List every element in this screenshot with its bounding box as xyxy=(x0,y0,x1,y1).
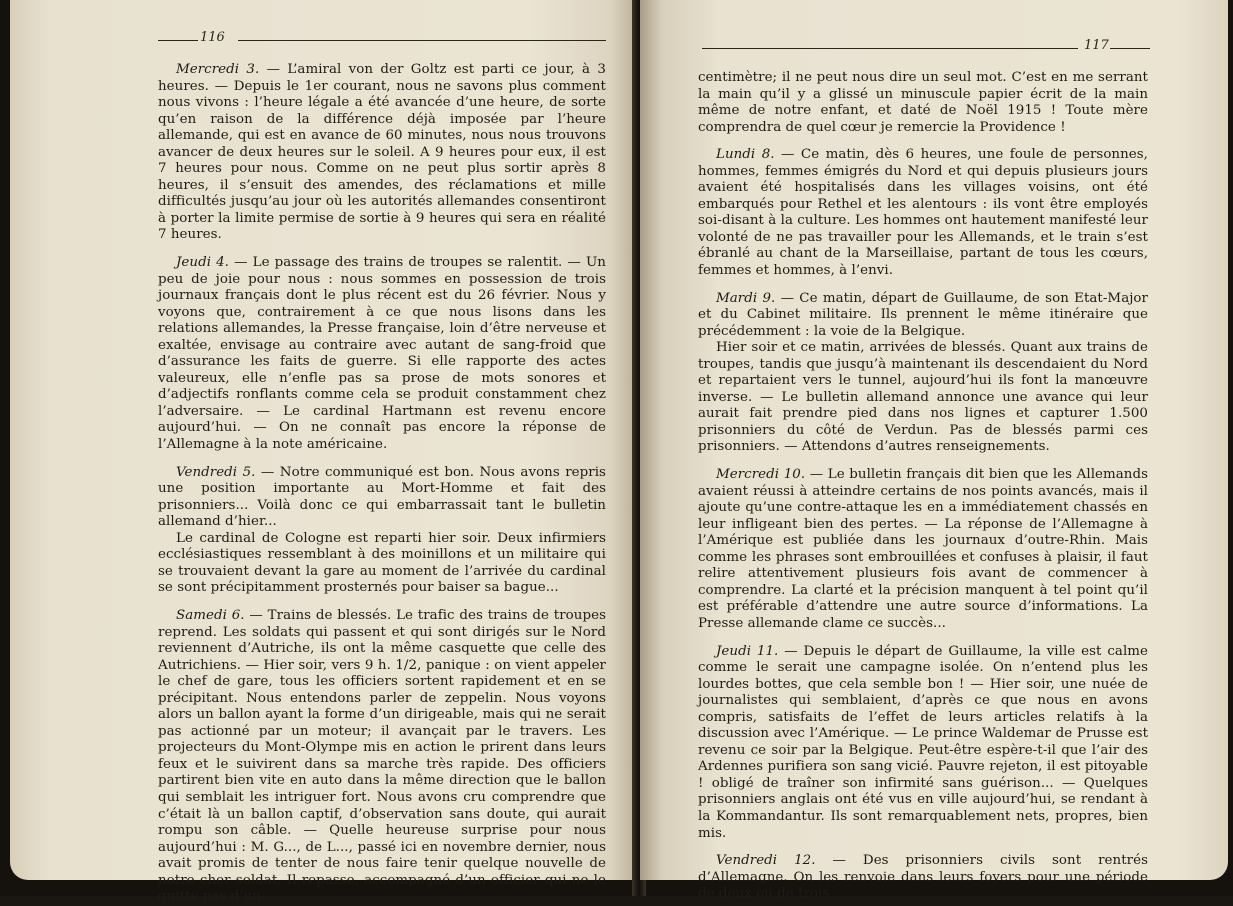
paragraph xyxy=(158,255,606,454)
paragraph xyxy=(698,467,1148,632)
paragraph xyxy=(698,644,1148,843)
entry-text: — Ce matin, dès 6 heures, une foule de personnes, hommes, femmes émigrés du Nord et qui depuis plusieurs jours avaient été hospitalisés dans les villages voisins, ont été embarqués pour Rethel et les alentours : ils vont être employés soi-disant à la culture. Les hommes ont hautement manifesté leur volonté de ne pas travailler pour les Allemands, et le train s’est ébranlé au chant de la Marseillaise, partant de tous les cœurs, femmes et hommes, à l’envi. xyxy=(698,147,1148,279)
entry-text: — Notre communiqué est bon. Nous avons repris une position importante au Mort-Homme et fait des prisonniers... Voilà donc ce qui embarrassait tant le bulletin allemand d’hier... xyxy=(158,464,606,530)
left-page-text xyxy=(158,62,606,906)
right-page-number: 117 xyxy=(1084,38,1109,53)
paragraph xyxy=(158,465,606,531)
left-header-rule-long xyxy=(238,40,606,41)
entry-date: Mercredi 3. xyxy=(176,62,260,77)
paragraph xyxy=(698,853,1148,903)
left-page-number: 116 xyxy=(200,30,225,45)
entry-text: — Depuis le départ de Guillaume, la ville est calme comme le serait une campagne isolée. On n’entend plus les lourdes bottes, que cela semble bon ! — Hier soir, une nuée de journalistes qui semblaient, d’après ce que nous en avons compris, satisfaits de l’effet de leurs articles relatifs à la discussion avec l’Amérique. — Le prince Waldemar de Prusse est revenu ce soir par la Belgique. Peut-être espère-t-il que l’air des Ardennes purifiera son sang vicié. Pauvre rejeton, il est pitoyable ! obligé de traîner son infirmité sans guérison... — Quelques prisonniers anglais ont été vus en ville aujourd’hui, se rendant à la Kommandantur. Ils sont remarquablement nets, propres, bien mis. xyxy=(698,643,1148,841)
entry-text: centimètre; il ne peut nous dire un seul mot. C’est en me serrant la main qu’il y a glissé un minuscule papier écrit de la main même de notre enfant, et daté de Noël 1915 ! Toute mère comprendra de quel cœur je remercie la Providence ! xyxy=(698,70,1148,135)
entry-text: — Trains de blessés. Le trafic des trains de troupes reprend. Les soldats qui passent et qui sont dirigés sur le Nord reviennent d’Autriche, ils ont la même casquette que celle des Autrichiens. — Hier soir, vers 9 h. 1/2, panique : on vient appeler le chef de gare, tous les officiers sortent rapidement et en se précipitant. Nous entendons parler de zeppelin. Nous voyons alors un ballon ayant la forme d’un dirigeable, mais qui ne serait pas actionné par un moteur; il avançait par le travers. Les projecteurs du Mont-Olympe mis en action le prirent dans leurs feux et le suivirent dans sa marche très rapide. Des officiers partirent bien vite en auto dans la même direction que le ballon qui semblait les intriguer fort. Nous avons cru comprendre que c’était là un ballon captif, d’observation sans doute, qui aurait rompu son câble. — Quelle heureuse surprise pour nous aujourd’hui : M. G..., de L..., passé ici en novembre dernier, nous avait promis de tenter de nous faire tenir quelque nouvelle de notre cher soldat. Il repasse, accompagné d’un officier qui ne le quitte pas d’un xyxy=(158,607,606,905)
right-page xyxy=(640,0,1228,902)
entry-date: Jeudi 11. xyxy=(716,643,779,659)
entry-date: Vendredi 12. xyxy=(716,853,816,869)
entry-text: — Le bulletin français dit bien que les Allemands avaient réussi à atteindre certains de nos points avancés, mais il ajoute qu’une contre-attaque les en a immédiatement chassés en leur infligeant bien des pertes. — La réponse de l’Allemagne à l’Amérique est publiée dans les journaux d’outre-Rhin. Mais comme les phrases sont embrouillées et confuses à plaisir, il faut relire attentivement plusieurs fois avant de commencer à comprendre. La clarté et la précision manquent à tel point qu’il est préférable d’attendre une autre source d’informations. La Presse allemande clame ce succès... xyxy=(698,467,1148,631)
entry-date: Samedi 6. xyxy=(176,607,245,623)
left-page xyxy=(10,0,638,905)
right-header-rule-long xyxy=(702,48,1078,49)
entry-date: Jeudi 4. xyxy=(176,255,229,271)
entry-date: Mercredi 10. xyxy=(716,467,806,483)
entry-date: Mardi 9. xyxy=(716,290,776,306)
entry-text: Le cardinal de Cologne est reparti hier soir. Deux infirmiers ecclésiastiques ressemblant à des moinillons et un militaire qui se trouvaient devant la gare au moment de l’arrivée du cardinal se sont précipitamment prosternés pour baiser sa bague... xyxy=(158,530,606,596)
entry-text: — L’amiral von der Goltz est parti ce jour, à 3 heures. — Depuis le 1er courant, nous ne savons plus comment nous vivons : l’heure légale a été avancée d’une heure, de sorte qu’en raison de la différence déjà imposée par l’heure allemande, qui est en avance de 60 minutes, nous nous trouvons avancer de deux heures sur le soleil. A 9 heures pour eux, il est 7 heures pour nous. Comme on ne peut plus sortir après 8 heures, il s’ensuit des amendes, des réclamations et mille difficultés jusqu’au jour où les autorités allemandes consentiront à porter la limite permise de sortie à 9 heures qui sera en réalité 7 heures. xyxy=(158,62,606,243)
entry-text: — Ce matin, départ de Guillaume, de son Etat-Major et du Cabinet militaire. Ils prennent le même itinéraire que précédemment : la voie de la Belgique. xyxy=(698,290,1148,339)
paragraph xyxy=(698,340,1148,456)
entry-text: Hier soir et ce matin, arrivées de blessés. Quant aux trains de troupes, tandis que jusqu’à maintenant ils descendaient du Nord et repartaient vers le tunnel, aujourd’hui ils font la manœuvre inverse. — Le bulletin allemand annonce une avance qui leur aurait fait prendre pied dans nos lignes et capturer 1.500 prisonniers du côté de Verdun. Pas de blessés parmi ces prisonniers. — Attendons d’autres renseignements. xyxy=(698,340,1148,455)
right-header-rule-short xyxy=(1110,48,1150,49)
left-header-rule-short xyxy=(158,40,198,41)
right-page-text xyxy=(698,70,1148,903)
entry-text: — Des prisonniers civils sont rentrés d’Allemagne. On les renvoie dans leurs foyers pour une période de deux ou de trois xyxy=(698,853,1148,902)
paragraph xyxy=(698,147,1148,279)
entry-text: — Le passage des trains de troupes se ralentit. — Un peu de joie pour nous : nous sommes en possession de trois journaux français dont le plus récent est du 26 février. Nous y voyons que, contrairement à ce que nous lisons dans les relations allemandes, la Presse française, loin d’être nerveuse et exaltée, envisage au contraire avec autant de sang-froid que d’assurance les faits de guerre. Si elle rapporte des actes valeureux, elle n’enfle pas sa prose de mots sonores et d’adjectifs ronflants comme cela se produit constamment chez l’adversaire. — Le cardinal Hartmann est revenu encore aujourd’hui. — On ne connaît pas encore la réponse de l’Allemagne à la note américaine. xyxy=(158,255,606,453)
paragraph xyxy=(158,62,606,244)
paragraph xyxy=(698,70,1148,136)
entry-date: Vendredi 5. xyxy=(176,464,256,480)
entry-date: Lundi 8. xyxy=(716,147,775,163)
paragraph xyxy=(698,291,1148,341)
paragraph xyxy=(158,608,606,906)
paragraph xyxy=(158,531,606,597)
